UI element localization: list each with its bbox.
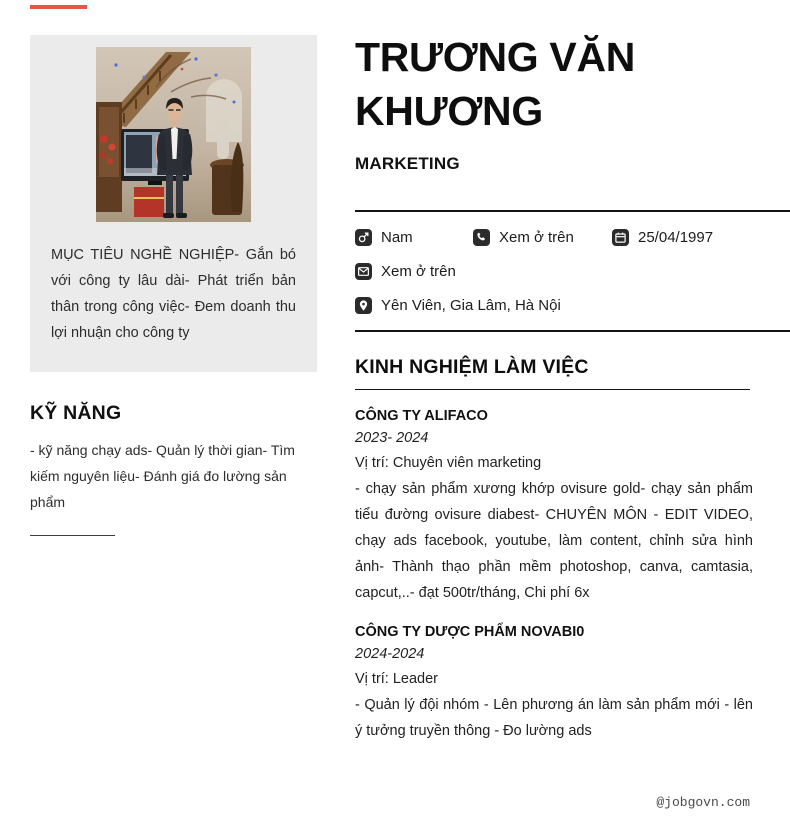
job-position: Vị trí: Leader xyxy=(355,671,439,687)
contact-address xyxy=(355,297,561,314)
contact-email xyxy=(355,263,456,280)
main-column xyxy=(355,30,790,744)
gender-icon xyxy=(355,229,372,246)
profile-card xyxy=(30,35,317,372)
experience-heading: KINH NGHIỆM LÀM VIỆC xyxy=(355,356,589,378)
skills-divider xyxy=(30,535,115,536)
gender-value: Nam xyxy=(381,228,413,246)
calendar-icon xyxy=(612,229,629,246)
job-company: CÔNG TY ALIFACO xyxy=(355,408,488,424)
skills-heading: KỸ NĂNG xyxy=(30,402,122,424)
contact-phone xyxy=(473,229,612,246)
job-position: Vị trí: Chuyên viên marketing xyxy=(355,455,542,471)
birthday-value: 25/04/1997 xyxy=(638,228,714,246)
phone-icon xyxy=(473,229,490,246)
email-value: Xem ở trên xyxy=(381,262,456,280)
job-entry-1 xyxy=(355,408,790,606)
job-company: CÔNG TY DƯỢC PHẨM NOVABI0 xyxy=(355,624,585,640)
contact-info xyxy=(355,212,790,322)
contact-row-3 xyxy=(355,288,790,322)
job-description: - Quản lý đội nhóm - Lên phương án làm sản phẩm mới - lên ý tưởng truyền thông - Đo lường ads xyxy=(355,697,753,739)
contact-gender xyxy=(355,229,473,246)
phone-value: Xem ở trên xyxy=(499,228,574,246)
job-period: 2023- 2024 xyxy=(355,430,429,446)
job-entry-2 xyxy=(355,624,790,744)
job-description: - chạy sản phẩm xương khớp ovisure gold- chạy sản phẩm tiểu đường ovisure diabest- CHUYÊN MÔN - EDIT VIDEO, chạy ads facebook, youtube, làm content, chỉnh sửa hình ảnh- Thành thạo phần mềm photoshop, canva, camtasia, capcut,..- đạt 500tr/tháng, Chi phí 6x xyxy=(355,481,753,601)
candidate-name: TRƯƠNG VĂN KHƯƠNG xyxy=(355,34,636,134)
watermark: @jobgovn.com xyxy=(656,795,750,810)
experience-heading-underline xyxy=(355,389,750,390)
contact-row-1 xyxy=(355,220,790,254)
address-value: Yên Viên, Gia Lâm, Hà Nội xyxy=(381,296,561,314)
accent-dash xyxy=(30,5,87,9)
job-period: 2024-2024 xyxy=(355,646,425,662)
contact-divider-bottom xyxy=(355,330,790,332)
candidate-title: MARKETING xyxy=(355,154,460,173)
skills-text: - kỹ năng chạy ads- Quản lý thời gian- Tìm kiếm nguyên liệu- Đánh giá đo lường sản phẩm xyxy=(30,442,295,510)
profile-photo xyxy=(96,47,251,222)
email-icon xyxy=(355,263,372,280)
career-objective: MỤC TIÊU NGHỀ NGHIỆP- Gắn bó với công ty lâu dài- Phát triển bản thân trong công việc- Đem doanh thu lợi nhuận cho công ty xyxy=(51,247,296,341)
location-pin-icon xyxy=(355,297,372,314)
contact-row-2 xyxy=(355,254,790,288)
contact-birthday xyxy=(612,229,713,246)
sidebar xyxy=(30,35,317,536)
